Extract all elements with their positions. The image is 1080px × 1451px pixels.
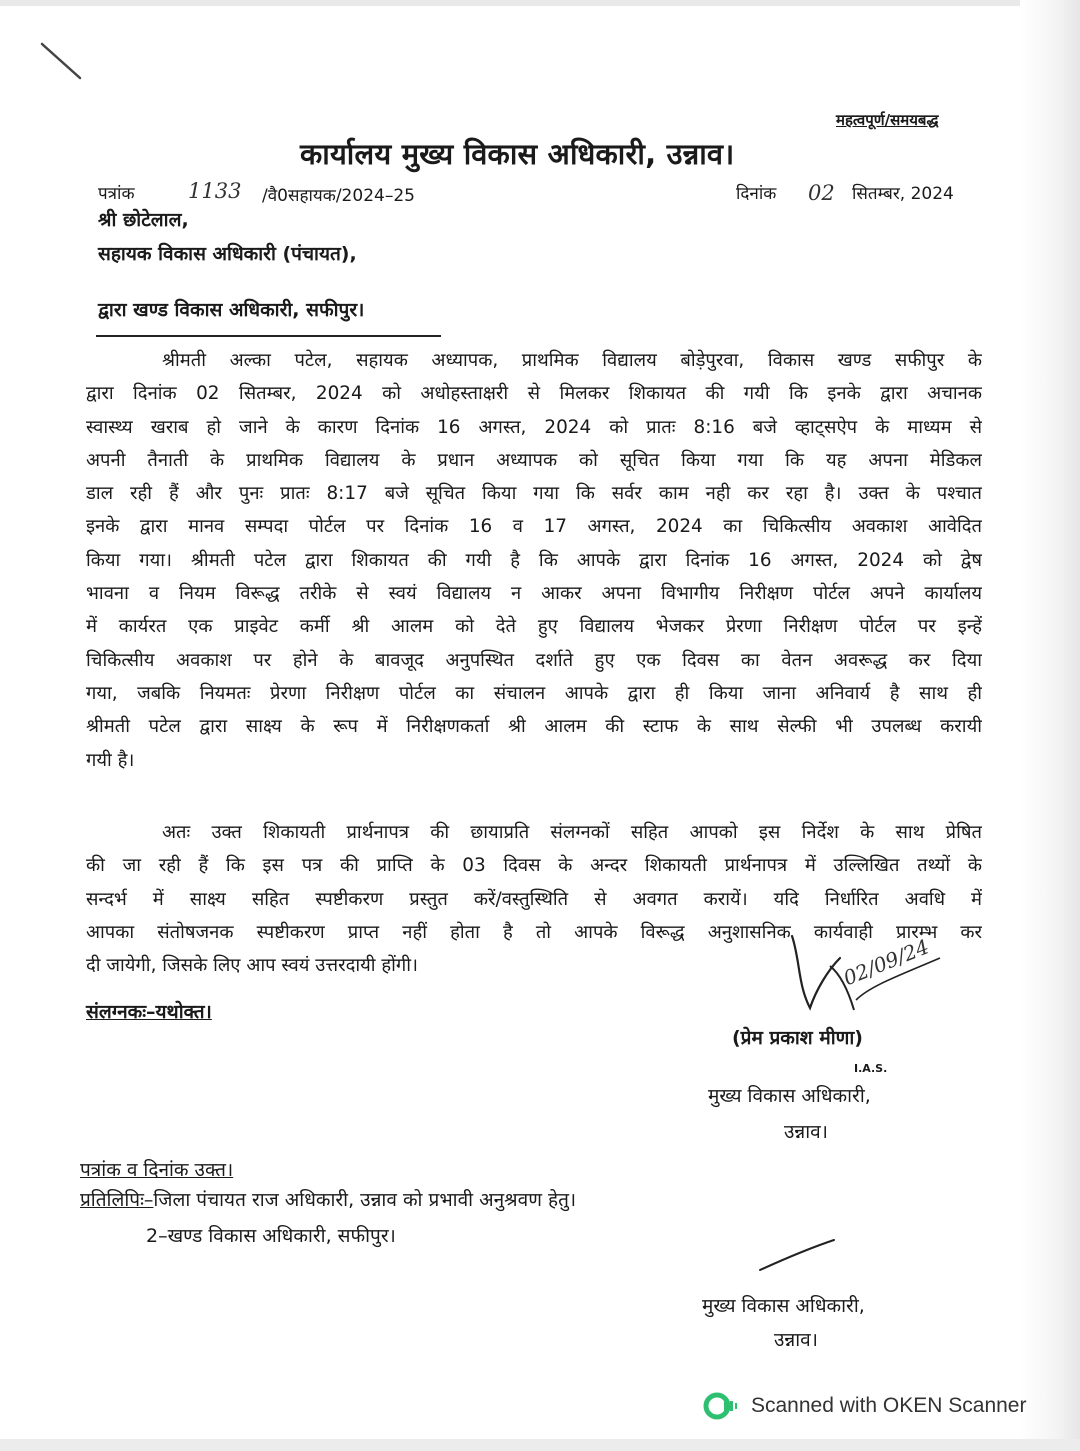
cc-label: प्रतिलिपिः– <box>80 1189 154 1211</box>
paragraph-line: अतः उक्त शिकायती प्रार्थनापत्र की छायाप्रति संलग्नकों सहित आपको इस निर्देश के साथ प्रेषित <box>162 822 982 843</box>
paragraph-line: इनके द्वारा मानव सम्पदा पोर्टल पर दिनांक 16 व 17 अगस्त, 2024 का चिकित्सीय अवकाश आवेदित <box>86 516 982 538</box>
signatory-name: (प्रेम प्रकाश मीणा) <box>732 1027 863 1049</box>
letter-no-handwritten: 1133 <box>188 179 242 203</box>
page-right-edge <box>1020 0 1080 1451</box>
oken-scanner-logo-icon <box>703 1392 739 1420</box>
page-top-edge <box>0 0 1080 6</box>
office-title: कार्यालय मुख्य विकास अधिकारी, उन्नाव। <box>300 137 735 171</box>
enclosure-note: संलग्नकः–यथोक्त। <box>86 1001 212 1023</box>
date-day-handwritten: 02 <box>808 181 835 205</box>
page-bottom-edge <box>0 1439 1080 1451</box>
scanner-watermark-text: Scanned with OKEN Scanner <box>751 1394 1027 1417</box>
letter-no-label: पत्रांक <box>98 184 135 204</box>
footer-designation: मुख्य विकास अधिकारी, <box>702 1295 865 1317</box>
paragraph-line: की जा रही हैं कि इस पत्र की प्राप्ति के 03 दिवस के अन्दर शिकायती प्रार्थनापत्र में उल्लिखित तथ्यों के <box>86 855 982 877</box>
cc-item-1: जिला पंचायत राज अधिकारी, उन्नाव को प्रभावी अनुश्रवण हेतु। <box>153 1189 577 1211</box>
paragraph-line: भावना व नियम विरूद्ध तरीके से स्वयं विद्यालय न आकर अपना विभागीय निरीक्षण पोर्टल अपने कार्यालय <box>86 583 982 605</box>
paragraph-line: में कार्यरत एक प्राइवेट कर्मी श्री आलम को देते हुए विद्यालय भेजकर प्रेरणा निरीक्षण पोर्टल पर इन्हें <box>86 616 982 638</box>
address-underline <box>96 335 441 337</box>
scanner-watermark <box>703 1392 1026 1420</box>
paragraph-line: किया गया। श्रीमती पटेल द्वारा शिकायत की गयी है कि आपके द्वारा दिनांक 16 अगस्त, 2024 को द्वेष <box>86 549 982 571</box>
signature-date-handwritten: 02/09/24 <box>840 934 933 991</box>
signatory-place: उन्नाव। <box>784 1121 828 1143</box>
body-paragraph-1 <box>86 344 982 777</box>
date-label: दिनांक <box>736 184 777 204</box>
recipient-designation: सहायक विकास अधिकारी (पंचायत), <box>98 243 357 265</box>
initial-signature <box>752 1236 842 1280</box>
paragraph-line: गया, जबकि नियमतः प्रेरणा निरीक्षण पोर्टल का संचालन आपके द्वारा ही किया जाना अनिवार्य है साथ ही <box>86 682 982 704</box>
recipient-name: श्री छोटेलाल, <box>98 209 189 231</box>
copy-line-1 <box>80 1186 576 1212</box>
paragraph-line: सन्दर्भ में साक्ष्य सहित स्पष्टीकरण प्रस्तुत करें/वस्तुस्थिति से अवगत करायें। यदि निर्धारित अवधि में <box>86 888 982 910</box>
footer-place: उन्नाव। <box>774 1329 818 1351</box>
priority-tag: महत्वपूर्ण/समयबद्ध <box>836 111 939 129</box>
paragraph-line: दी जायेगी, जिसके लिए आप स्वयं उत्तरदायी होंगी। <box>86 955 419 977</box>
paragraph-line: श्रीमती पटेल द्वारा साक्ष्य के रूप में निरीक्षणकर्ता श्री आलम की स्टाफ के साथ सेल्फी भी उपलब्ध करायी <box>86 716 982 738</box>
cc-item-2: 2–खण्ड विकास अधिकारी, सफीपुर। <box>146 1225 396 1247</box>
paragraph-line: स्वास्थ्य खराब हो जाने के कारण दिनांक 16 अगस्त, 2024 को प्रातः 8:16 बजे व्हाट्सऐप के माध्यम से <box>86 416 982 438</box>
paragraph-line: अपनी तैनाती के प्राथमिक विद्यालय के प्रधान अध्यापक को सूचित किया गया कि यह अपना मेडिकल <box>86 449 982 471</box>
paragraph-line: द्वारा दिनांक 02 सितम्बर, 2024 को अधोहस्ताक्षरी से मिलकर शिकायत की गयी कि इनके द्वारा अचानक <box>86 383 982 405</box>
signatory-designation: मुख्य विकास अधिकारी, <box>708 1085 871 1107</box>
recipient-via: द्वारा खण्ड विकास अधिकारी, सफीपुर। <box>98 299 365 321</box>
paragraph-line: श्रीमती अल्का पटेल, सहायक अध्यापक, प्राथमिक विद्यालय बोड़ेपुरवा, विकास खण्ड सफीपुर के <box>162 350 982 371</box>
date-suffix: सितम्बर, 2024 <box>852 184 954 204</box>
paragraph-line: चिकित्सीय अवकाश पर होने के बावजूद अनुपस्थित दर्शाते हुए एक दिवस का वेतन अवरूद्ध कर दिया <box>86 649 982 671</box>
signatory-service: I.A.S. <box>854 1062 888 1075</box>
paragraph-line: आपका संतोषजनक स्पष्टीकरण प्राप्त नहीं होता है तो आपके विरूद्ध अनुशासनिक कार्यवाही प्रारम्भ कर <box>86 921 982 943</box>
letter-no-suffix: /वै0सहायक/2024–25 <box>262 186 415 206</box>
pen-stroke-mark <box>38 40 88 86</box>
paragraph-line: गयी है। <box>86 749 135 771</box>
copy-ref-line: पत्रांक व दिनांक उक्त। <box>80 1159 234 1181</box>
paragraph-line: डाल रही हैं और पुनः प्रातः 8:17 बजे सूचित किया गया कि सर्वर काम नही कर रहा है। उक्त के पश्चात <box>86 483 982 505</box>
